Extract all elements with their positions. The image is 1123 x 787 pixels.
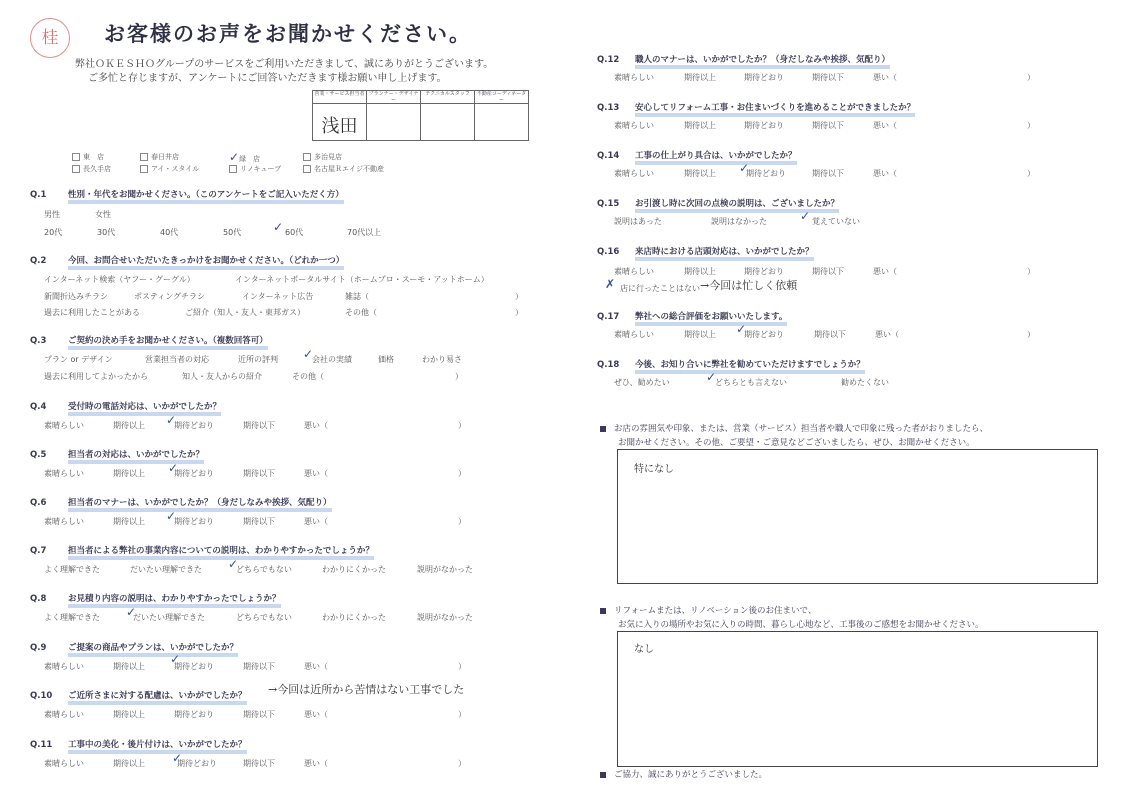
answer-option[interactable]: 期待どおり (174, 517, 214, 526)
question-title: Q.9 ご提案の商品やプランは、いかがでしたか？ (30, 641, 238, 653)
answer-option[interactable]: 期待以下 (243, 469, 275, 478)
answer-option[interactable]: 期待以下 (243, 710, 275, 719)
answer-option[interactable]: 期待どおり (744, 267, 784, 276)
handwritten-comment-2: なし (634, 644, 654, 655)
checkbox[interactable] (72, 165, 80, 173)
staff-technical-cell[interactable] (421, 104, 475, 141)
answer-option: ） (1027, 330, 1035, 339)
answer-option: ） (458, 421, 466, 430)
answer-option[interactable]: よく理解できた (44, 613, 100, 622)
answer-option[interactable]: 50代 (223, 228, 242, 237)
answer-option[interactable]: 30代 (97, 228, 116, 237)
answer-option[interactable]: 素晴らしい (44, 759, 84, 768)
staff-realestate-cell[interactable] (475, 104, 529, 141)
bullet-square-icon (600, 608, 606, 614)
answer-option[interactable]: 悪い（ (304, 662, 328, 671)
staff-table (312, 90, 529, 141)
answer-option: ） (1027, 267, 1035, 276)
checkmark-icon: ✓ (166, 413, 177, 427)
question-title: Q.16 来店時における店頭対応は、いかがでしたか？ (597, 245, 814, 257)
answer-option[interactable]: 期待以上 (113, 421, 145, 430)
answer-option[interactable]: 悪い（ (875, 330, 899, 339)
answer-option[interactable]: 期待以上 (113, 710, 145, 719)
answer-option[interactable]: 20代 (44, 228, 63, 237)
question-title: Q.17 弊社への総合評価をお願いいたします。 (597, 310, 787, 322)
intro-line-1: 弊社ＯＫＥＳＨＯグループのサービスをご利用いただきまして、誠にありがとうございます。 (75, 59, 494, 70)
answer-option[interactable]: 説明はあった (614, 217, 662, 226)
checkmark-icon: ✓ (736, 322, 747, 336)
bullet-square-icon (600, 426, 606, 432)
answer-option[interactable]: 期待以下 (814, 330, 846, 339)
answer-option[interactable]: 期待どおり (174, 710, 214, 719)
branch-option[interactable]: ✓緑 店 (229, 150, 261, 164)
checkbox[interactable] (303, 153, 311, 161)
answer-option[interactable]: 説明がなかった (417, 613, 473, 622)
staff-header-realestate: 不動産コーディネーター (475, 91, 529, 104)
answer-option: ） (458, 517, 466, 526)
checkmark-icon: ✓ (800, 209, 811, 223)
staff-sales-name: 浅田 (321, 116, 358, 137)
answer-option[interactable]: 期待以下 (243, 662, 275, 671)
checkmark-icon: ✓ (706, 370, 717, 384)
answer-option[interactable]: 素晴らしい (44, 469, 84, 478)
answer-option[interactable]: よく理解できた (44, 565, 100, 574)
checkmark-icon: ✓ (228, 557, 239, 571)
answer-option[interactable]: 期待以上 (684, 121, 716, 130)
scribble-mark-icon: ✗ (605, 277, 616, 291)
checkmark-icon: ✓ (168, 461, 179, 475)
answer-option[interactable]: 期待以下 (812, 169, 844, 178)
answer-option[interactable]: 素晴らしい (44, 421, 84, 430)
answer-option[interactable]: どちらでもない (236, 613, 292, 622)
answer-option[interactable]: 70代以上 (347, 228, 382, 237)
answer-option[interactable]: 知人・友人からの紹介 (182, 372, 262, 381)
checkmark-icon: ✓ (229, 150, 240, 164)
answer-option[interactable]: 期待以上 (113, 517, 145, 526)
branch-option[interactable]: 名古屋Ｒエイジ不動産 (303, 164, 384, 174)
answer-option[interactable]: 期待以下 (812, 121, 844, 130)
answer-option: ） (1027, 169, 1035, 178)
question-title: Q.4 受付時の電話対応は、いかがでしたか？ (30, 400, 221, 412)
answer-option[interactable]: 新聞折込みチラシ (44, 292, 108, 301)
checkbox[interactable] (229, 165, 237, 173)
answer-option: ） (458, 710, 466, 719)
checkbox[interactable] (140, 153, 148, 161)
question-title: Q.15 お引渡し時に次回の点検の説明は、ございましたか？ (597, 197, 839, 209)
answer-option[interactable]: わかりにくかった (322, 613, 386, 622)
checkmark-icon: ✓ (170, 652, 181, 666)
answer-option[interactable]: 期待以下 (812, 73, 844, 82)
answer-option[interactable]: 覚えていない (812, 217, 860, 226)
checkmark-icon: ✓ (166, 509, 177, 523)
answer-option[interactable]: 60代 (285, 228, 304, 237)
answer-option[interactable]: 期待以上 (113, 469, 145, 478)
answer-option[interactable]: 説明がなかった (417, 565, 473, 574)
answer-option[interactable]: 期待以上 (684, 267, 716, 276)
answer-option[interactable]: 期待以下 (243, 421, 275, 430)
staff-planner-cell[interactable] (367, 104, 421, 141)
answer-option[interactable]: 40代 (160, 228, 179, 237)
handwritten-comment-1: 特になし (634, 464, 674, 475)
answer-option[interactable]: 悪い（ (304, 517, 328, 526)
checkmark-icon: ✓ (172, 751, 183, 765)
question-title: Q.8 お見積り内容の説明は、わかりやすかったでしょうか？ (30, 592, 281, 604)
answer-option[interactable]: 素晴らしい (614, 73, 654, 82)
answer-option[interactable]: 過去に利用したことがある (44, 308, 140, 317)
question-title: Q.10 ご近所さまに対する配慮は、いかがでしたか？ (30, 689, 247, 701)
checkmark-icon: ✓ (126, 605, 137, 619)
answer-option[interactable]: 素晴らしい (614, 330, 654, 339)
answer-option[interactable]: 悪い（ (304, 469, 328, 478)
answer-option[interactable]: 悪い（ (873, 267, 897, 276)
answer-option: ） (458, 469, 466, 478)
answer-option[interactable]: 期待以上 (684, 330, 716, 339)
answer-option[interactable]: 期待以上 (113, 662, 145, 671)
comment-prompt-1b: お聞かせください。その他、ご要望・ご意見などございましたら、ぜひ、お聞かせください。 (618, 438, 975, 448)
answer-option: ） (515, 292, 523, 301)
checkbox[interactable] (140, 165, 148, 173)
question-title: Q.12 職人のマナーは、いかがでしたか？（身だしなみや挨拶、気配り） (597, 53, 890, 65)
answer-option: ） (455, 372, 463, 381)
branch-option[interactable]: リノキューブ (229, 164, 281, 174)
answer-option[interactable]: だいたい理解できた (133, 613, 205, 622)
answer-option[interactable]: 悪い（ (873, 169, 897, 178)
answer-option: ） (458, 759, 466, 768)
answer-option[interactable]: 店に行ったことはない (620, 284, 700, 293)
answer-option[interactable]: 過去に利用してよかったから (44, 372, 148, 381)
answer-option[interactable]: 期待以上 (684, 169, 716, 178)
comment-prompt-2b: お気に入りの場所やお気に入りの時間、暮らし心地など、工事後のご感想をお聞かせください。 (618, 620, 984, 630)
answer-option[interactable]: どちらでもない (236, 565, 292, 574)
answer-option[interactable]: 素晴らしい (614, 169, 654, 178)
staff-header-sales: 営業・サービス担当者 (313, 91, 367, 104)
answer-option[interactable]: 女性 (95, 210, 111, 219)
answer-option[interactable]: 期待以下 (812, 267, 844, 276)
answer-option: ） (1027, 73, 1035, 82)
question-title: Q.7 担当者による弊社の事業内容についての説明は、わかりやすかったでしょうか？ (30, 544, 374, 556)
question-title: Q.5 担当者の対応は、いかがでしたか？ (30, 448, 204, 460)
answer-option[interactable]: 期待どおり (746, 169, 786, 178)
answer-option[interactable]: ポスティングチラシ (134, 292, 206, 301)
question-title: Q.13 安心してリフォーム工事・お住まいづくりを進めることができましたか？ (597, 101, 915, 113)
answer-option[interactable]: 期待以下 (243, 517, 275, 526)
branch-option[interactable]: 多治見店 (303, 152, 342, 162)
answer-option[interactable]: 素晴らしい (44, 662, 84, 671)
question-title: Q.1 性別・年代をお聞かせください。（このアンケートをご記入いただく方） (30, 188, 344, 200)
branch-option[interactable]: 長久手店 (72, 164, 111, 174)
answer-option[interactable]: 男性 (44, 210, 60, 219)
question-title: Q.3 ご契約の決め手をお聞かせください。（複数回答可） (30, 334, 268, 346)
question-title: Q.6 担当者のマナーは、いかがでしたか？（身だしなみや挨拶、気配り） (30, 496, 332, 508)
answer-option[interactable]: インターネット検索（ヤフー・グーグル） (44, 275, 195, 284)
answer-option[interactable]: 悪い（ (873, 73, 897, 82)
answer-option[interactable]: わかりにくかった (322, 565, 386, 574)
comment-box-2[interactable] (617, 631, 1098, 767)
answer-option[interactable]: 期待どおり (174, 469, 214, 478)
answer-option[interactable]: 期待以上 (113, 759, 145, 768)
answer-option[interactable]: ご紹介（知人・友人・東邦ガス） (185, 308, 305, 317)
answer-option: ） (1027, 121, 1035, 130)
comment-prompt-2: リフォームまたは、リノベーション後のお住まいで、 (600, 604, 816, 616)
answer-option[interactable]: 期待どおり (744, 73, 784, 82)
answer-option: ） (458, 662, 466, 671)
checkbox[interactable] (72, 153, 80, 161)
answer-option[interactable]: 期待どおり (744, 330, 784, 339)
answer-option[interactable]: 期待以上 (684, 73, 716, 82)
page-title: お客様のお声をお聞かせください。 (104, 22, 472, 46)
answer-option[interactable]: 悪い（ (304, 759, 328, 768)
footer-thanks: ご協力、誠にありがとうございました。 (600, 768, 767, 780)
company-seal: 桂 (30, 18, 70, 58)
answer-option[interactable]: わかり易さ (422, 355, 462, 364)
branch-option[interactable]: 東 店 (72, 152, 104, 162)
answer-option[interactable]: 営業担当者の対応 (145, 355, 209, 364)
answer-option[interactable]: 期待どおり (744, 121, 784, 130)
staff-header-planner: プランナー・デザイナー (367, 91, 421, 104)
question-title: Q.2 今回、お問合せいただいたきっかけをお聞かせください。（どれか一つ） (30, 254, 344, 266)
checkmark-icon: ✓ (739, 161, 750, 175)
comment-prompt-1: お店の雰囲気や印象、または、営業（サービス）担当者や職人で印象に残った者がおりましたら、 (600, 422, 988, 434)
intro-line-2: ご多忙と存じますが、アンケートにご回答いただきます様お願い申し上げます。 (88, 73, 447, 84)
branch-option[interactable]: 春日井店 (140, 152, 179, 162)
answer-option[interactable]: 雑誌（ (345, 292, 369, 301)
answer-option[interactable]: インターネットポータルサイト（ホームプロ・スーモ・アットホーム） (235, 275, 489, 284)
answer-option[interactable]: だいたい理解できた (130, 565, 202, 574)
answer-option[interactable]: 期待どおり (174, 421, 214, 430)
answer-option[interactable]: 勧めたくない (841, 378, 889, 387)
answer-option[interactable]: 会社の実績 (312, 355, 352, 364)
checkmark-icon: ✓ (303, 347, 314, 361)
checkmark-icon: ✓ (273, 220, 284, 234)
question-title: Q.11 工事中の美化・後片付けは、いかがでしたか？ (30, 738, 247, 750)
handwritten-note-q16: →今回は忙しく依頼 (700, 279, 798, 292)
comment-box-1[interactable] (617, 449, 1098, 584)
answer-option[interactable]: 期待以下 (243, 759, 275, 768)
answer-option[interactable]: 価格 (378, 355, 394, 364)
branch-option[interactable]: アイ・スタイル (140, 164, 199, 174)
question-title: Q.14 工事の仕上がり具合は、いかがでしたか？ (597, 149, 797, 161)
answer-option[interactable]: 悪い（ (873, 121, 897, 130)
answer-option[interactable]: プラン or デザイン (44, 355, 113, 364)
answer-option[interactable]: 悪い（ (304, 421, 328, 430)
answer-option[interactable]: 期待どおり (174, 662, 214, 671)
answer-option[interactable]: 近所の評判 (238, 355, 278, 364)
question-title: Q.18 今後、お知り合いに弊社を勧めていただけますでしょうか？ (597, 358, 865, 370)
answer-option[interactable]: 悪い（ (304, 710, 328, 719)
answer-option[interactable]: どちらとも言えない (715, 378, 787, 387)
answer-option[interactable]: ぜひ、勧めたい (614, 378, 670, 387)
answer-option[interactable]: 素晴らしい (44, 517, 84, 526)
checkbox[interactable] (303, 165, 311, 173)
staff-sales-cell[interactable] (313, 104, 367, 141)
answer-option[interactable]: 素晴らしい (44, 710, 84, 719)
staff-header-technical: テクニカルスタッフ (421, 91, 475, 104)
answer-option[interactable]: その他（ (292, 372, 324, 381)
answer-option[interactable]: 素晴らしい (614, 121, 654, 130)
answer-option[interactable]: インターネット広告 (242, 292, 314, 301)
answer-option[interactable]: 説明はなかった (711, 217, 767, 226)
answer-option[interactable]: その他（ (345, 308, 377, 317)
answer-option: ） (515, 308, 523, 317)
answer-option[interactable]: 素晴らしい (614, 267, 654, 276)
handwritten-note-q10: →今回は近所から苦情はない工事でした (268, 683, 465, 696)
bullet-square-icon (600, 772, 606, 778)
answer-option[interactable]: 期待どおり (177, 759, 217, 768)
